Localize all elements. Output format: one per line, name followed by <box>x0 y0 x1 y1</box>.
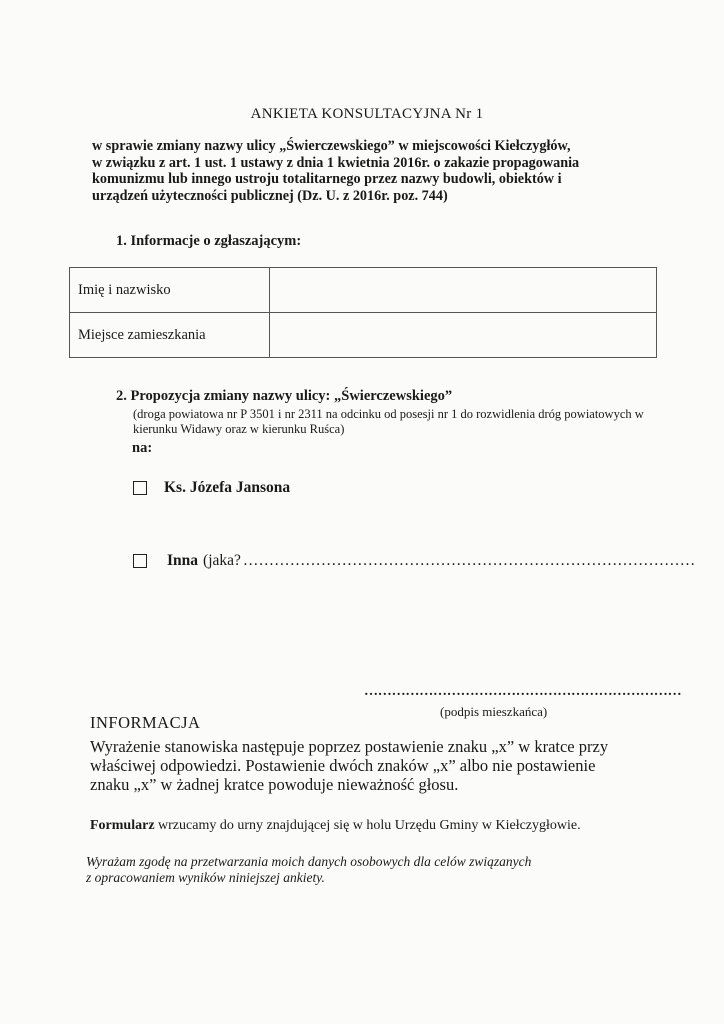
submission-instruction <box>90 818 581 834</box>
option-jansona[interactable] <box>133 479 290 497</box>
formularz-word: Formularz <box>90 818 155 833</box>
section-applicant-heading: 1. Informacje o zgłaszającym: <box>116 233 302 249</box>
subject-line: w sprawie zmiany nazwy ulicy „Świerczewskiego” w miejscowości Kiełczygłów, <box>92 138 571 154</box>
na-label: na: <box>132 440 153 456</box>
information-body <box>90 737 650 794</box>
option-checkbox[interactable] <box>133 554 147 568</box>
address-label: Miejsce zamieszkania <box>70 313 270 358</box>
subject-line: w związku z art. 1 ust. 1 ustawy z dnia 1 kwietnia 2016r. o zakazie propagowania <box>92 154 580 171</box>
option-label: Inna <box>167 552 199 569</box>
information-heading: INFORMACJA <box>90 713 201 732</box>
survey-subject <box>92 138 652 204</box>
signature-line[interactable]: …………………………………………………………… <box>364 684 682 699</box>
option-other[interactable] <box>133 552 695 570</box>
option-checkbox[interactable] <box>133 481 147 495</box>
subject-line: komunizmu lub innego ustroju totalitarnego przez nazwy budowli, obiektów i <box>92 171 562 188</box>
address-field[interactable] <box>270 313 657 358</box>
submission-text: wrzucamy do urny znajdującej się w holu Urzędu Gminy w Kiełczygłowie. <box>154 818 581 833</box>
option-other-prompt: (jaka? <box>203 552 241 569</box>
name-field[interactable] <box>270 268 657 313</box>
subject-line: urządzeń użyteczności publicznej (Dz. U. z 2016r. poz. 744) <box>92 187 448 204</box>
information-line: właściwej odpowiedzi. Postawienie dwóch znaków „x” albo nie postawienie <box>90 756 596 775</box>
section-proposal-heading: 2. Propozycja zmiany nazwy ulicy: „Świerczewskiego” <box>116 388 453 404</box>
option-label: Ks. Józefa Jansona <box>164 479 291 496</box>
signature-caption: (podpis mieszkańca) <box>440 704 548 719</box>
applicant-table <box>69 267 657 358</box>
table-row <box>70 313 657 358</box>
name-label: Imię i nazwisko <box>70 268 270 313</box>
consent-statement <box>86 854 531 886</box>
information-line: znaku „x” w żadnej kratce powoduje nieważność głosu. <box>90 775 459 794</box>
table-row <box>70 268 657 313</box>
consent-line: z opracowaniem wyników niniejszej ankiety. <box>86 870 325 885</box>
road-description: (droga powiatowa nr P 3501 i nr 2311 na odcinku od posesji nr 1 do rozwidlenia dróg powiatowych w kierunku Widawy oraz w kierunku Ruśca) <box>133 407 644 436</box>
document-title: ANKIETA KONSULTACYJNA Nr 1 <box>250 106 484 122</box>
information-line: Wyrażenie stanowiska następuje poprzez postawienie znaku „x” w kratce przy <box>90 737 609 756</box>
option-other-fill-line[interactable]: …………………………………………………………………………… <box>242 552 696 569</box>
consent-line: Wyrażam zgodę na przetwarzania moich danych osobowych dla celów związanych <box>86 854 532 869</box>
